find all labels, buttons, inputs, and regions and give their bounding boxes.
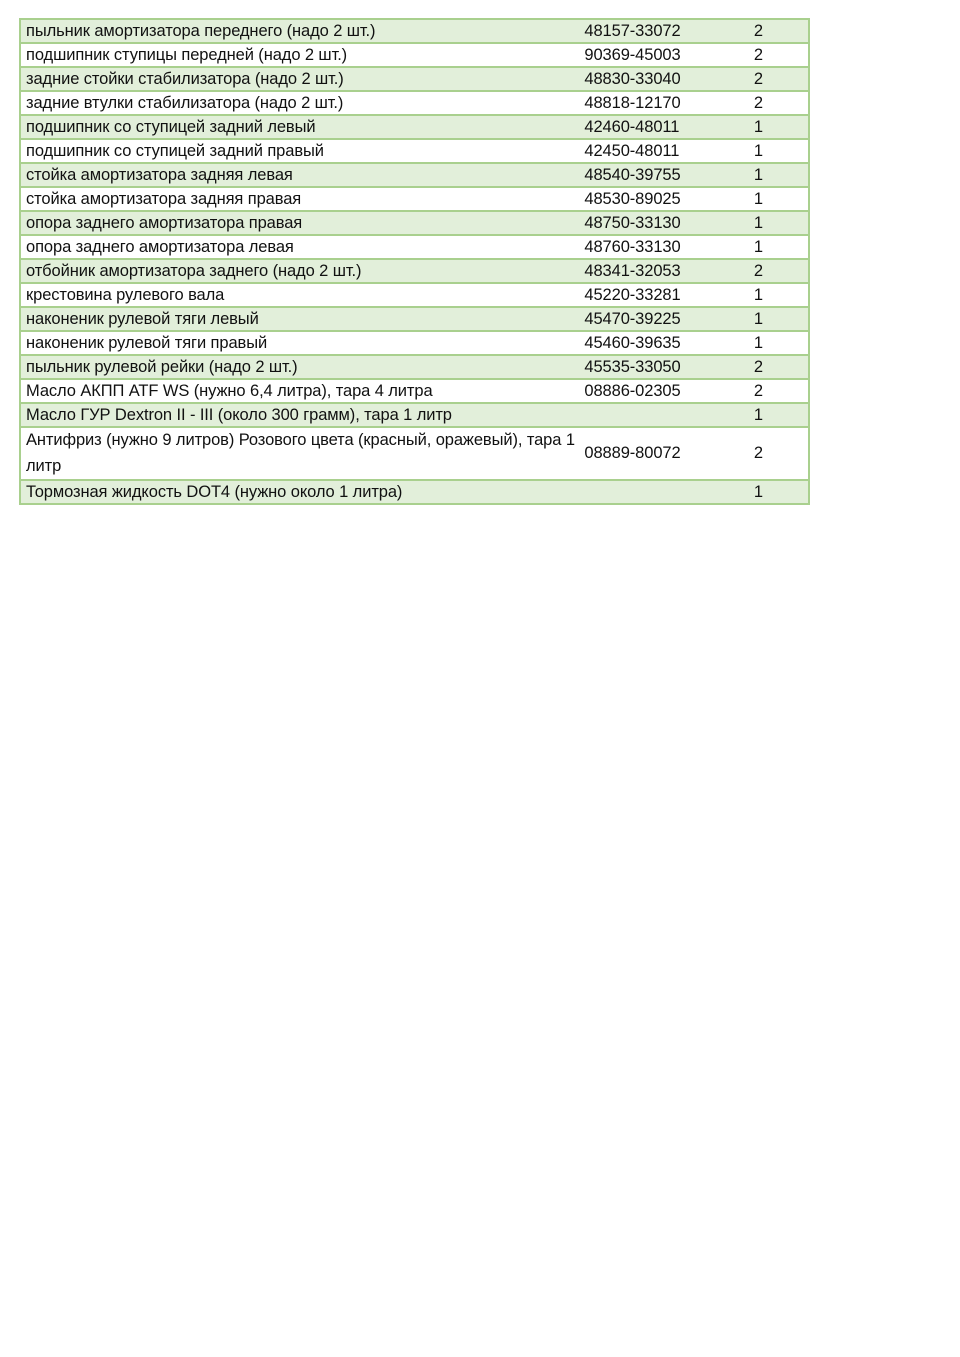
part-quantity: 2 bbox=[750, 67, 809, 91]
table-row bbox=[20, 480, 809, 504]
part-name: подшипник ступицы передней (надо 2 шт.) bbox=[20, 43, 578, 67]
part-name: наконеник рулевой тяги левый bbox=[20, 307, 578, 331]
part-quantity: 1 bbox=[750, 235, 809, 259]
part-quantity: 1 bbox=[750, 115, 809, 139]
part-name: стойка амортизатора задняя правая bbox=[20, 187, 578, 211]
table-row bbox=[20, 163, 809, 187]
part-quantity: 2 bbox=[750, 355, 809, 379]
part-number: 48157-33072 bbox=[578, 19, 749, 43]
part-name: отбойник амортизатора заднего (надо 2 шт.) bbox=[20, 259, 578, 283]
part-name: крестовина рулевого вала bbox=[20, 283, 578, 307]
part-quantity: 1 bbox=[750, 163, 809, 187]
table-row bbox=[20, 43, 809, 67]
part-name: опора заднего амортизатора правая bbox=[20, 211, 578, 235]
part-quantity: 1 bbox=[750, 187, 809, 211]
part-name: задние стойки стабилизатора (надо 2 шт.) bbox=[20, 67, 578, 91]
part-number: 48540-39755 bbox=[578, 163, 749, 187]
part-name: пыльник амортизатора переднего (надо 2 шт.) bbox=[20, 19, 578, 43]
table-row bbox=[20, 235, 809, 259]
table-row bbox=[20, 67, 809, 91]
part-quantity: 2 bbox=[750, 259, 809, 283]
table-row bbox=[20, 283, 809, 307]
part-quantity: 1 bbox=[750, 283, 809, 307]
part-quantity: 2 bbox=[750, 379, 809, 403]
part-name: опора заднего амортизатора левая bbox=[20, 235, 578, 259]
table-row bbox=[20, 91, 809, 115]
part-name: Масло ГУР Dextron II - III (около 300 грамм), тара 1 литр bbox=[20, 403, 578, 427]
part-name: задние втулки стабилизатора (надо 2 шт.) bbox=[20, 91, 578, 115]
table-row bbox=[20, 355, 809, 379]
table-row bbox=[20, 427, 809, 480]
table-row bbox=[20, 331, 809, 355]
part-number: 45470-39225 bbox=[578, 307, 749, 331]
part-quantity: 1 bbox=[750, 211, 809, 235]
table-row bbox=[20, 307, 809, 331]
part-quantity: 2 bbox=[750, 19, 809, 43]
table-row bbox=[20, 139, 809, 163]
part-quantity: 1 bbox=[750, 331, 809, 355]
part-name: Антифриз (нужно 9 литров) Розового цвета (красный, оражевый), тара 1 литр bbox=[20, 427, 578, 480]
table-row bbox=[20, 115, 809, 139]
part-quantity: 1 bbox=[750, 139, 809, 163]
part-number: 48830-33040 bbox=[578, 67, 749, 91]
part-number: 08889-80072 bbox=[578, 427, 749, 480]
part-quantity: 1 bbox=[750, 480, 809, 504]
table-row bbox=[20, 211, 809, 235]
part-name: стойка амортизатора задняя левая bbox=[20, 163, 578, 187]
parts-table bbox=[19, 18, 810, 505]
table-row bbox=[20, 403, 809, 427]
part-number: 90369-45003 bbox=[578, 43, 749, 67]
table-row bbox=[20, 187, 809, 211]
part-number: 45535-33050 bbox=[578, 355, 749, 379]
table-row bbox=[20, 379, 809, 403]
part-number: 48750-33130 bbox=[578, 211, 749, 235]
part-quantity: 1 bbox=[750, 403, 809, 427]
part-number: 42450-48011 bbox=[578, 139, 749, 163]
part-name: наконеник рулевой тяги правый bbox=[20, 331, 578, 355]
part-number bbox=[578, 403, 749, 427]
part-name: подшипник со ступицей задний левый bbox=[20, 115, 578, 139]
part-quantity: 2 bbox=[750, 91, 809, 115]
part-number: 45220-33281 bbox=[578, 283, 749, 307]
part-name: Масло АКПП ATF WS (нужно 6,4 литра), тара 4 литра bbox=[20, 379, 578, 403]
part-number: 08886-02305 bbox=[578, 379, 749, 403]
part-number: 45460-39635 bbox=[578, 331, 749, 355]
part-number: 48341-32053 bbox=[578, 259, 749, 283]
part-name: Тормозная жидкость DOT4 (нужно около 1 литра) bbox=[20, 480, 578, 504]
part-quantity: 2 bbox=[750, 43, 809, 67]
part-name: пыльник рулевой рейки (надо 2 шт.) bbox=[20, 355, 578, 379]
part-number: 48530-89025 bbox=[578, 187, 749, 211]
part-number: 48760-33130 bbox=[578, 235, 749, 259]
part-quantity: 2 bbox=[750, 427, 809, 480]
table-row bbox=[20, 259, 809, 283]
part-number: 48818-12170 bbox=[578, 91, 749, 115]
part-number bbox=[578, 480, 749, 504]
part-number: 42460-48011 bbox=[578, 115, 749, 139]
table-row bbox=[20, 19, 809, 43]
part-name: подшипник со ступицей задний правый bbox=[20, 139, 578, 163]
part-quantity: 1 bbox=[750, 307, 809, 331]
